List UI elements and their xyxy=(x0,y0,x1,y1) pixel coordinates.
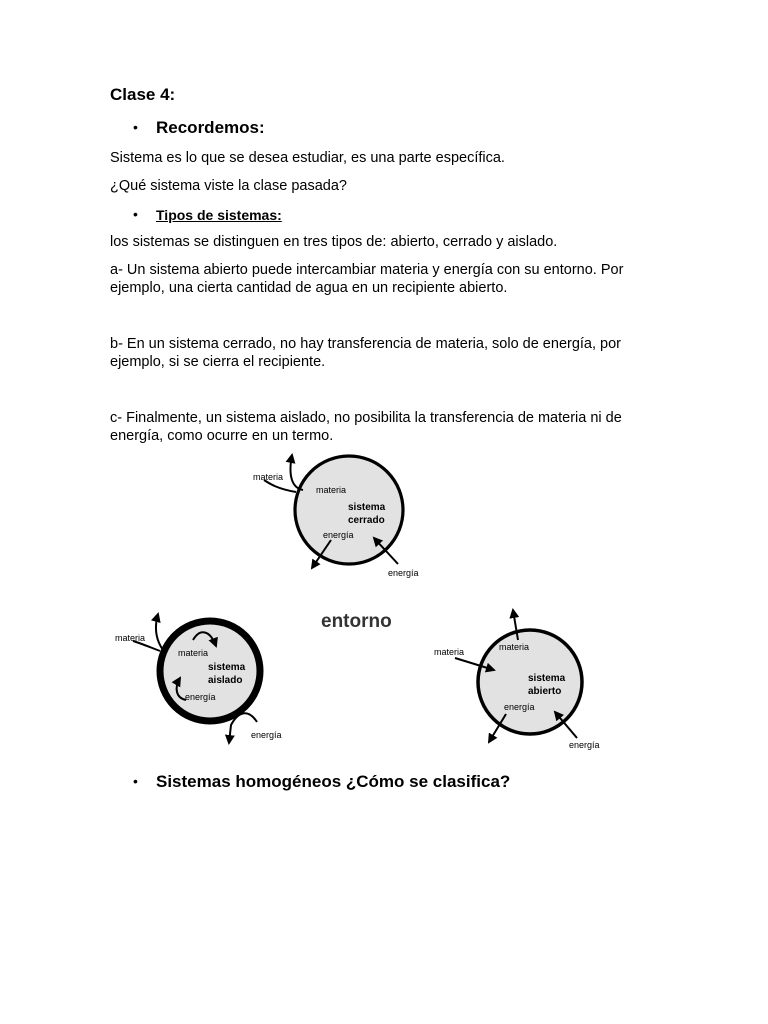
recordemos-heading: Recordemos: xyxy=(156,118,265,137)
label-materia-inside: materia xyxy=(316,485,347,495)
label-sistema: sistema xyxy=(208,662,246,673)
label-energia-inside: energía xyxy=(504,702,535,712)
label-materia: materia xyxy=(434,647,465,657)
paragraph-abierto-line2: ejemplo, una cierta cantidad de agua en un recipiente abierto. xyxy=(110,280,508,296)
bullet-dot: • xyxy=(133,773,138,789)
label-energia-inside: energía xyxy=(323,530,354,540)
label-aislado: aislado xyxy=(208,675,243,686)
label-materia: materia xyxy=(115,633,146,643)
paragraph-aislado-line2: energía, como ocurre en un termo. xyxy=(110,428,334,444)
paragraph-question: ¿Qué sistema viste la clase pasada? xyxy=(110,178,347,194)
diagram-aislado xyxy=(115,614,282,743)
label-materia: materia xyxy=(253,472,284,482)
diagram-abierto xyxy=(434,610,600,750)
bullet-dot: • xyxy=(133,206,138,222)
bullet-dot: • xyxy=(133,119,138,135)
label-cerrado: cerrado xyxy=(348,515,385,526)
label-abierto: abierto xyxy=(528,686,562,697)
paragraph-aislado-line1: c- Finalmente, un sistema aislado, no posibilita la transferencia de materia ni de xyxy=(110,410,622,426)
entorno-label: entorno xyxy=(321,611,392,632)
diagram-cerrado xyxy=(253,455,419,578)
lesson-title: Clase 4: xyxy=(110,85,176,104)
label-energia: energía xyxy=(251,730,282,740)
paragraph-definition: Sistema es lo que se desea estudiar, es una parte específica. xyxy=(110,150,505,166)
paragraph-types: los sistemas se distinguen en tres tipos de: abierto, cerrado y aislado. xyxy=(110,234,558,250)
label-materia-inside: materia xyxy=(499,642,530,652)
arrow-materia-out xyxy=(156,614,163,650)
label-energia-inside: energía xyxy=(185,692,216,702)
label-energia: energía xyxy=(569,740,600,750)
label-sistema: sistema xyxy=(348,502,386,513)
homogeneos-heading: Sistemas homogéneos ¿Cómo se clasifica? xyxy=(156,772,511,791)
paragraph-cerrado-line1: b- En un sistema cerrado, no hay transferencia de materia, solo de energía, por xyxy=(110,336,622,352)
label-sistema: sistema xyxy=(528,673,566,684)
paragraph-cerrado-line2: ejemplo, si se cierra el recipiente. xyxy=(110,354,326,370)
tipos-heading: Tipos de sistemas: xyxy=(156,207,282,223)
label-energia: energía xyxy=(388,568,419,578)
paragraph-abierto-line1: a- Un sistema abierto puede intercambiar materia y energía con su entorno. Por xyxy=(110,262,624,278)
label-materia-inside: materia xyxy=(178,648,209,658)
